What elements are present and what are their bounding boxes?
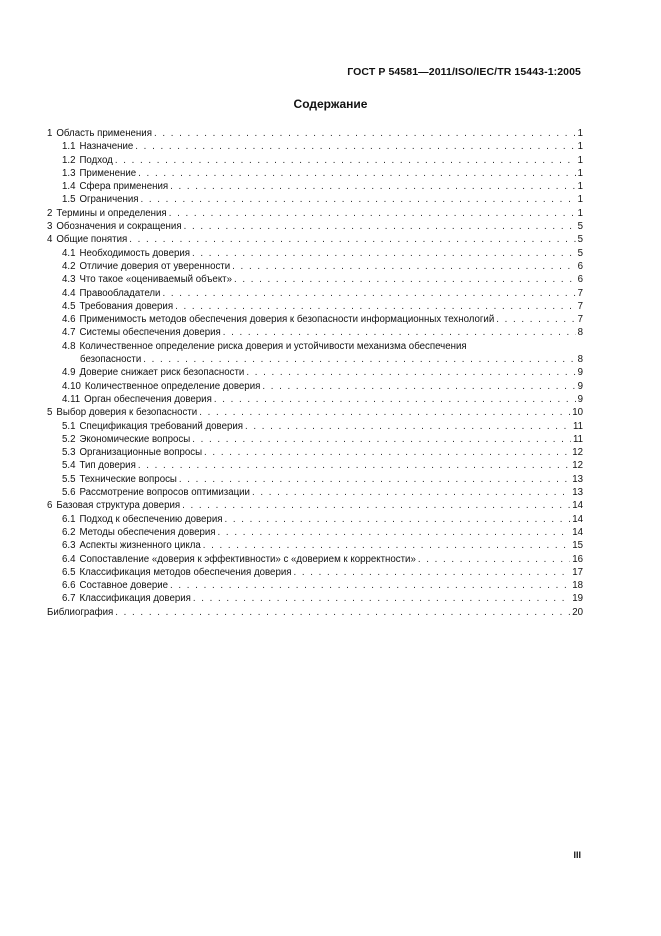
toc-leader: [223, 326, 576, 339]
toc-entry[interactable]: [47, 513, 583, 526]
toc-title: Базовая структура доверия: [56, 500, 181, 512]
toc-leader: [193, 592, 570, 605]
toc-entry[interactable]: [47, 366, 583, 379]
toc-entry[interactable]: [47, 180, 583, 193]
toc-entry[interactable]: [47, 140, 583, 153]
toc-title: Обозначения и сокращения: [56, 221, 182, 233]
toc-page: 13: [572, 487, 583, 499]
toc-page: 1: [577, 128, 583, 139]
toc-page: 5: [577, 247, 583, 259]
document-header: ГОСТ Р 54581—2011/ISO/IEC/TR 15443-1:2005: [347, 66, 581, 78]
toc-entry[interactable]: [47, 154, 583, 167]
toc-page: 11: [572, 433, 583, 445]
toc-title: Классификация доверия: [79, 593, 191, 605]
toc-leader: [214, 393, 576, 406]
toc-entry[interactable]: [47, 193, 583, 206]
toc-entry[interactable]: [47, 420, 583, 433]
toc-entry[interactable]: [47, 486, 583, 499]
toc-leader: [204, 446, 570, 459]
toc-number: 5.6: [62, 487, 76, 499]
toc-entry[interactable]: [47, 380, 583, 393]
toc-number: 1.1: [62, 141, 76, 153]
toc-entry[interactable]: [47, 526, 583, 539]
toc-number: 1.4: [62, 181, 76, 193]
toc-page: 8: [577, 327, 583, 339]
toc-title: Системы обеспечения доверия: [79, 327, 221, 339]
toc-page: 9: [577, 393, 583, 405]
toc-entry[interactable]: [47, 539, 583, 552]
toc-page: 10: [572, 407, 583, 419]
toc-entry[interactable]: [47, 606, 583, 619]
toc-leader: [162, 287, 575, 300]
toc-number: 4.1: [62, 247, 76, 259]
toc-leader: [170, 180, 575, 193]
toc-title: Назначение: [79, 141, 134, 153]
toc-title: Применение: [79, 167, 137, 179]
toc-title: Спецификация требований доверия: [79, 420, 244, 432]
toc-entry[interactable]: [47, 473, 583, 486]
toc-page: 6: [577, 274, 583, 286]
toc-number: 6.3: [62, 540, 76, 552]
toc-leader: [115, 154, 576, 167]
toc-number: 4.3: [62, 274, 76, 286]
page-number: III: [573, 850, 581, 860]
toc-number: 1.3: [62, 167, 76, 179]
toc-page: 14: [572, 500, 583, 512]
toc-leader: [184, 220, 576, 233]
toc-title: Классификация методов обеспечения доверия: [79, 566, 292, 578]
toc-number: 4.5: [62, 300, 76, 312]
toc-title: Количественное определение риска доверия и устойчивости механизма обеспечения: [79, 340, 467, 352]
toc-number: 1: [47, 128, 53, 139]
toc-number: 4.9: [62, 367, 76, 379]
toc-entry[interactable]: [47, 127, 583, 140]
toc-number: 5.2: [62, 433, 76, 445]
toc-entry[interactable]: [47, 499, 583, 512]
toc-entry[interactable]: [47, 287, 583, 300]
toc-page: 5: [577, 221, 583, 233]
toc-title: Что такое «оцениваемый объект»: [79, 274, 232, 286]
toc-title: Подход к обеспечению доверия: [79, 513, 223, 525]
toc-title: Правообладатели: [79, 287, 161, 299]
toc-leader: [143, 353, 575, 366]
toc-number: 6.7: [62, 593, 76, 605]
toc-leader: [496, 313, 575, 326]
toc-page: 8: [577, 354, 583, 366]
toc-title: Выбор доверия к безопасности: [56, 407, 198, 419]
toc-entry[interactable]: [47, 446, 583, 459]
toc-page: 15: [572, 540, 583, 552]
toc-leader: [234, 273, 576, 286]
toc-entry[interactable]: [47, 300, 583, 313]
toc-entry[interactable]: [47, 406, 583, 419]
toc-number: 4.7: [62, 327, 76, 339]
toc-page: 14: [572, 526, 583, 538]
toc-entry[interactable]: [47, 313, 583, 326]
toc-title: Технические вопросы: [79, 473, 177, 485]
toc-number: 4.11: [62, 393, 81, 405]
toc-leader: [179, 473, 570, 486]
toc-entry[interactable]: [47, 260, 583, 273]
toc-title: Тип доверия: [79, 460, 136, 472]
toc-page: 12: [572, 447, 583, 459]
toc-page: 7: [577, 300, 583, 312]
toc-leader: [252, 486, 570, 499]
toc-page: 20: [572, 606, 583, 618]
toc-entry[interactable]: [47, 566, 583, 579]
toc-title: Организационные вопросы: [79, 447, 203, 459]
toc-page: 7: [577, 314, 583, 326]
toc-leader: [135, 140, 575, 153]
toc-leader: [182, 499, 570, 512]
toc-entry[interactable]: [47, 579, 583, 592]
toc-title-continuation: безопасности: [80, 354, 142, 366]
toc-entry[interactable]: [47, 393, 583, 406]
toc-title: Сопоставление «доверия к эффективности» с «доверием к корректности»: [79, 553, 416, 565]
toc-leader: [192, 433, 571, 446]
toc-leader: [262, 380, 575, 393]
toc-title: Отличие доверия от уверенности: [79, 260, 231, 272]
toc-title: Ограничения: [79, 194, 139, 206]
toc-page: 1: [577, 194, 583, 206]
toc-page: 9: [577, 367, 583, 379]
toc-page: 13: [572, 473, 583, 485]
toc-leader: [138, 167, 575, 180]
toc-title: Аспекты жизненного цикла: [79, 540, 201, 552]
toc-title: Подход: [79, 154, 113, 166]
toc-entry[interactable]: [47, 233, 583, 246]
toc-leader: [154, 127, 576, 140]
toc-title: Общие понятия: [56, 234, 128, 246]
toc-title: Методы обеспечения доверия: [79, 526, 216, 538]
toc-entry[interactable]: [47, 553, 583, 566]
toc-entry[interactable]: [47, 207, 583, 220]
toc-number: 4.10: [62, 380, 81, 392]
toc-entry-multiline-head[interactable]: [47, 340, 583, 353]
toc-page: 1: [577, 167, 583, 179]
toc-page: 11: [572, 420, 583, 432]
toc-leader: [170, 579, 570, 592]
toc-entry-multiline-cont[interactable]: [47, 353, 583, 366]
toc-title: Область применения: [56, 128, 152, 139]
toc-page: 1: [577, 181, 583, 193]
toc-leader: [232, 260, 575, 273]
toc-title: Требования доверия: [79, 300, 174, 312]
toc-entry[interactable]: [47, 433, 583, 446]
toc-title: Термины и определения: [56, 207, 167, 219]
toc-number: 2: [47, 207, 53, 219]
toc-leader: [218, 526, 571, 539]
toc-number: 6.6: [62, 580, 76, 592]
toc-page: 17: [572, 566, 583, 578]
toc-title: Количественное определение доверия: [84, 380, 261, 392]
toc-leader: [224, 513, 570, 526]
toc-page: 1: [577, 141, 583, 153]
toc-leader: [169, 207, 576, 220]
toc-title: Доверие снижает риск безопасности: [79, 367, 245, 379]
toc-number: 3: [47, 221, 53, 233]
toc-page: 19: [572, 593, 583, 605]
toc-number: 5: [47, 407, 53, 419]
toc-entry[interactable]: [47, 167, 583, 180]
toc-title: Применимость методов обеспечения доверия к безопасности информационных технологий: [79, 314, 495, 326]
toc-page: 6: [577, 260, 583, 272]
toc-entry[interactable]: [47, 459, 583, 472]
toc-leader: [115, 606, 570, 619]
toc-leader: [138, 459, 570, 472]
toc-title: Необходимость доверия: [79, 247, 191, 259]
toc-entry[interactable]: [47, 247, 583, 260]
toc-page: 1: [577, 154, 583, 166]
toc-page: 12: [572, 460, 583, 472]
toc-number: 6.1: [62, 513, 76, 525]
toc-number: 4: [47, 234, 53, 246]
toc-leader: [141, 193, 576, 206]
toc-leader: [129, 233, 575, 246]
toc-title: Орган обеспечения доверия: [84, 393, 212, 405]
toc-page: 7: [577, 287, 583, 299]
toc-leader: [245, 420, 571, 433]
table-of-contents: [47, 127, 583, 619]
toc-leader: [294, 566, 571, 579]
toc-leader: [418, 553, 570, 566]
toc-number: 5.5: [62, 473, 76, 485]
toc-number: 6.5: [62, 566, 76, 578]
toc-leader: [246, 366, 575, 379]
toc-number: 5.4: [62, 460, 76, 472]
toc-number: 1.5: [62, 194, 76, 206]
toc-leader: [175, 300, 576, 313]
toc-number: 4.2: [62, 260, 76, 272]
toc-title: Экономические вопросы: [79, 433, 191, 445]
toc-leader: [192, 247, 576, 260]
toc-title: Библиография: [47, 606, 114, 618]
toc-page: 16: [572, 553, 583, 565]
page-title: Содержание: [293, 97, 368, 111]
toc-number: 6.2: [62, 526, 76, 538]
toc-title: Рассмотрение вопросов оптимизации: [79, 487, 250, 499]
toc-entry[interactable]: [47, 273, 583, 286]
toc-entry[interactable]: [47, 220, 583, 233]
toc-number: 4.4: [62, 287, 76, 299]
toc-page: 1: [577, 207, 583, 219]
toc-title: Сфера применения: [79, 181, 169, 193]
toc-page: 5: [577, 234, 583, 246]
toc-entry[interactable]: [47, 326, 583, 339]
toc-number: 5.3: [62, 447, 76, 459]
toc-title: Составное доверие: [79, 580, 169, 592]
toc-page: 18: [572, 580, 583, 592]
toc-entry[interactable]: [47, 592, 583, 605]
toc-leader: [203, 539, 570, 552]
toc-number: 4.6: [62, 314, 76, 326]
toc-number: 4.8: [62, 340, 76, 352]
toc-number: 1.2: [62, 154, 76, 166]
toc-number: 6.4: [62, 553, 76, 565]
toc-number: 6: [47, 500, 53, 512]
toc-leader: [199, 406, 570, 419]
toc-page: 9: [577, 380, 583, 392]
toc-page: 14: [572, 513, 583, 525]
toc-number: 5.1: [62, 420, 76, 432]
